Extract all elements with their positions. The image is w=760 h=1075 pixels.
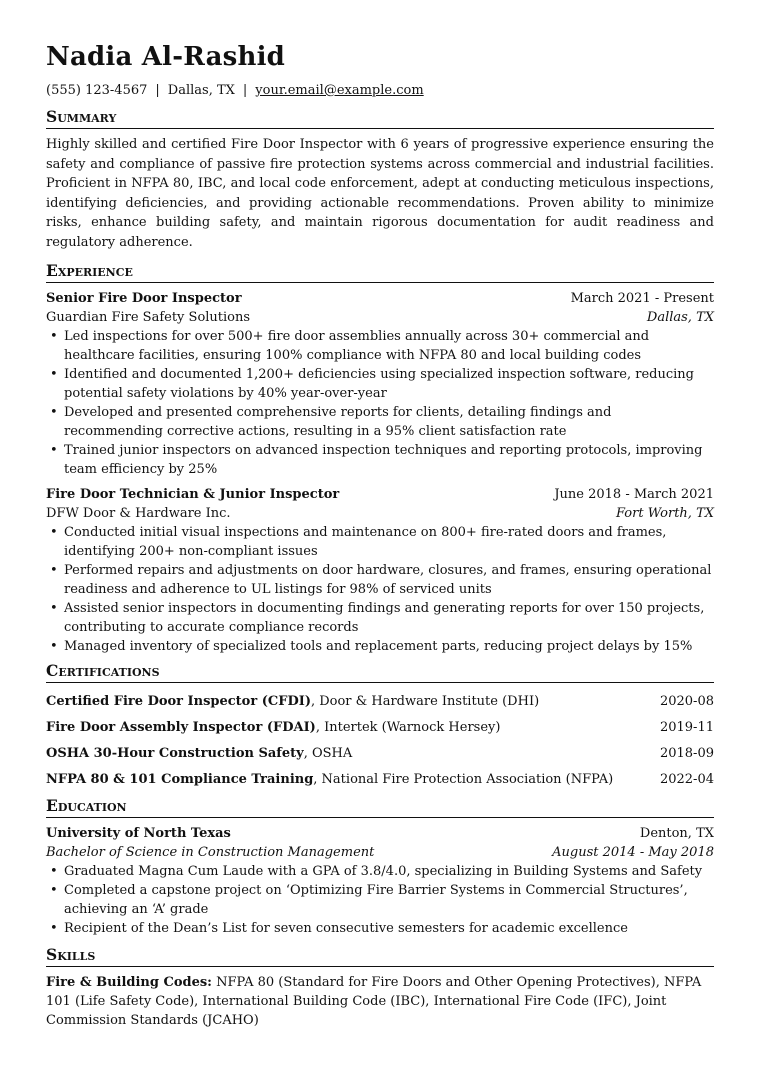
job-dates: June 2018 - March 2021 [554, 487, 714, 502]
list-item: • Graduated Magna Cum Laude with a GPA of 3.8/4.0, specializing in Building Systems and Safety [64, 862, 714, 881]
education-dates: August 2014 - May 2018 [552, 845, 714, 860]
section-title-education: Education [46, 797, 714, 818]
certification-row [46, 767, 714, 793]
email-link[interactable]: your.email@example.com [255, 83, 424, 98]
certification-date: 2019-11 [659, 720, 714, 735]
certification-issuer: , National Fire Protection Association (NFPA) [313, 772, 614, 787]
list-item: • Managed inventory of specialized tools and replacement parts, reducing project delays by 15% [64, 637, 714, 656]
certification-name: Fire Door Assembly Inspector (FDAI) [46, 720, 316, 735]
job-entry [46, 289, 714, 479]
section-title-certifications: Certifications [46, 662, 714, 683]
list-item: • Performed repairs and adjustments on door hardware, closures, and frames, ensuring operational readiness and adherence to UL listings for 98% of serviced units [64, 561, 714, 599]
job-subheader [46, 504, 714, 523]
separator: | [155, 83, 160, 98]
job-header [46, 289, 714, 308]
section-title-experience: Experience [46, 262, 714, 283]
school-name: University of North Texas [46, 826, 231, 841]
certification-name: NFPA 80 & 101 Compliance Training [46, 772, 314, 787]
list-item: • Conducted initial visual inspections and maintenance on 800+ fire-rated doors and frames, identifying 200+ non-compliant issues [64, 523, 714, 561]
summary-text: Highly skilled and certified Fire Door Inspector with 6 years of progressive experience ensuring the safety and compliance of passive fire protection systems across commercial and industrial facilities. Proficient in NFPA 80, IBC, and local code enforcement, adept at conducting meticulous inspections, identifying deficiencies, and providing actionable recommendations. Proven ability to minimize risks, enhance building safety, and maintain rigorous documentation for audit readiness and regulatory adherence. [46, 137, 714, 250]
list-item: • Assisted senior inspectors in documenting findings and generating reports for over 150 projects, contributing to accurate compliance records [64, 599, 714, 637]
list-item: • Completed a capstone project on ‘Optimizing Fire Barrier Systems in Commercial Structures’, achieving an ‘A’ grade [64, 881, 714, 919]
education-bullets [46, 862, 714, 938]
skills-text: NFPA 80 (Standard for Fire Doors and Other Opening Protectives), NFPA 101 (Life Safety Code), International Building Code (IBC), International Fire Code (IFC), Joint Commission Standards (JCAHO) [46, 975, 702, 1028]
list-item: • Trained junior inspectors on advanced inspection techniques and reporting protocols, improving team efficiency by 25% [64, 441, 714, 479]
certification-name: Certified Fire Door Inspector (CFDI) [46, 694, 311, 709]
job-title: Senior Fire Door Inspector [46, 291, 242, 306]
separator: | [242, 83, 248, 98]
job-bullets [46, 327, 714, 479]
list-item: • Developed and presented comprehensive reports for clients, detailing findings and recommending corrective actions, resulting in a 95% client satisfaction rate [64, 403, 714, 441]
certification-name: OSHA 30-Hour Construction Safety [46, 746, 304, 761]
job-header [46, 485, 714, 504]
certification-date: 2020-08 [659, 694, 714, 709]
job-location: Dallas, TX [646, 310, 714, 325]
location: Dallas, TX [167, 83, 235, 98]
job-location: Fort Worth, TX [615, 506, 714, 521]
certifications-list [46, 689, 714, 793]
degree-name: Bachelor of Science in Construction Management [46, 845, 375, 860]
certification-issuer: , Intertek (Warnock Hersey) [315, 720, 501, 735]
company-name: Guardian Fire Safety Solutions [46, 310, 251, 325]
skills-entry [46, 973, 714, 1030]
certification-issuer: , OSHA [303, 746, 353, 761]
education-subheader [46, 843, 714, 862]
list-item: • Led inspections for over 500+ fire door assemblies annually across 30+ commercial and healthcare facilities, ensuring 100% compliance with NFPA 80 and local building codes [64, 327, 714, 365]
school-location: Denton, TX [639, 826, 714, 841]
certification-date: 2018-09 [659, 746, 714, 761]
job-entry [46, 485, 714, 656]
section-title-summary: Summary [46, 108, 714, 129]
job-dates: March 2021 - Present [570, 291, 714, 306]
certification-row [46, 715, 714, 741]
list-item: • Recipient of the Dean’s List for seven consecutive semesters for academic excellence [64, 919, 714, 938]
company-name: DFW Door & Hardware Inc. [46, 506, 231, 521]
section-title-skills: Skills [46, 946, 714, 967]
phone-number: (555) 123-4567 [46, 83, 148, 98]
candidate-name: Nadia Al-Rashid [46, 42, 286, 72]
skills-label: Fire & Building Codes: [46, 975, 212, 990]
education-header [46, 824, 714, 843]
certification-issuer: , Door & Hardware Institute (DHI) [310, 694, 540, 709]
certification-row [46, 689, 714, 715]
contact-line [46, 82, 714, 100]
job-subheader [46, 308, 714, 327]
education-entry [46, 824, 714, 938]
job-title: Fire Door Technician & Junior Inspector [46, 487, 340, 502]
job-bullets [46, 523, 714, 656]
certification-row [46, 741, 714, 767]
list-item: • Identified and documented 1,200+ deficiencies using specialized inspection software, reducing potential safety violations by 40% year-over-year [64, 365, 714, 403]
certification-date: 2022-04 [659, 772, 714, 787]
